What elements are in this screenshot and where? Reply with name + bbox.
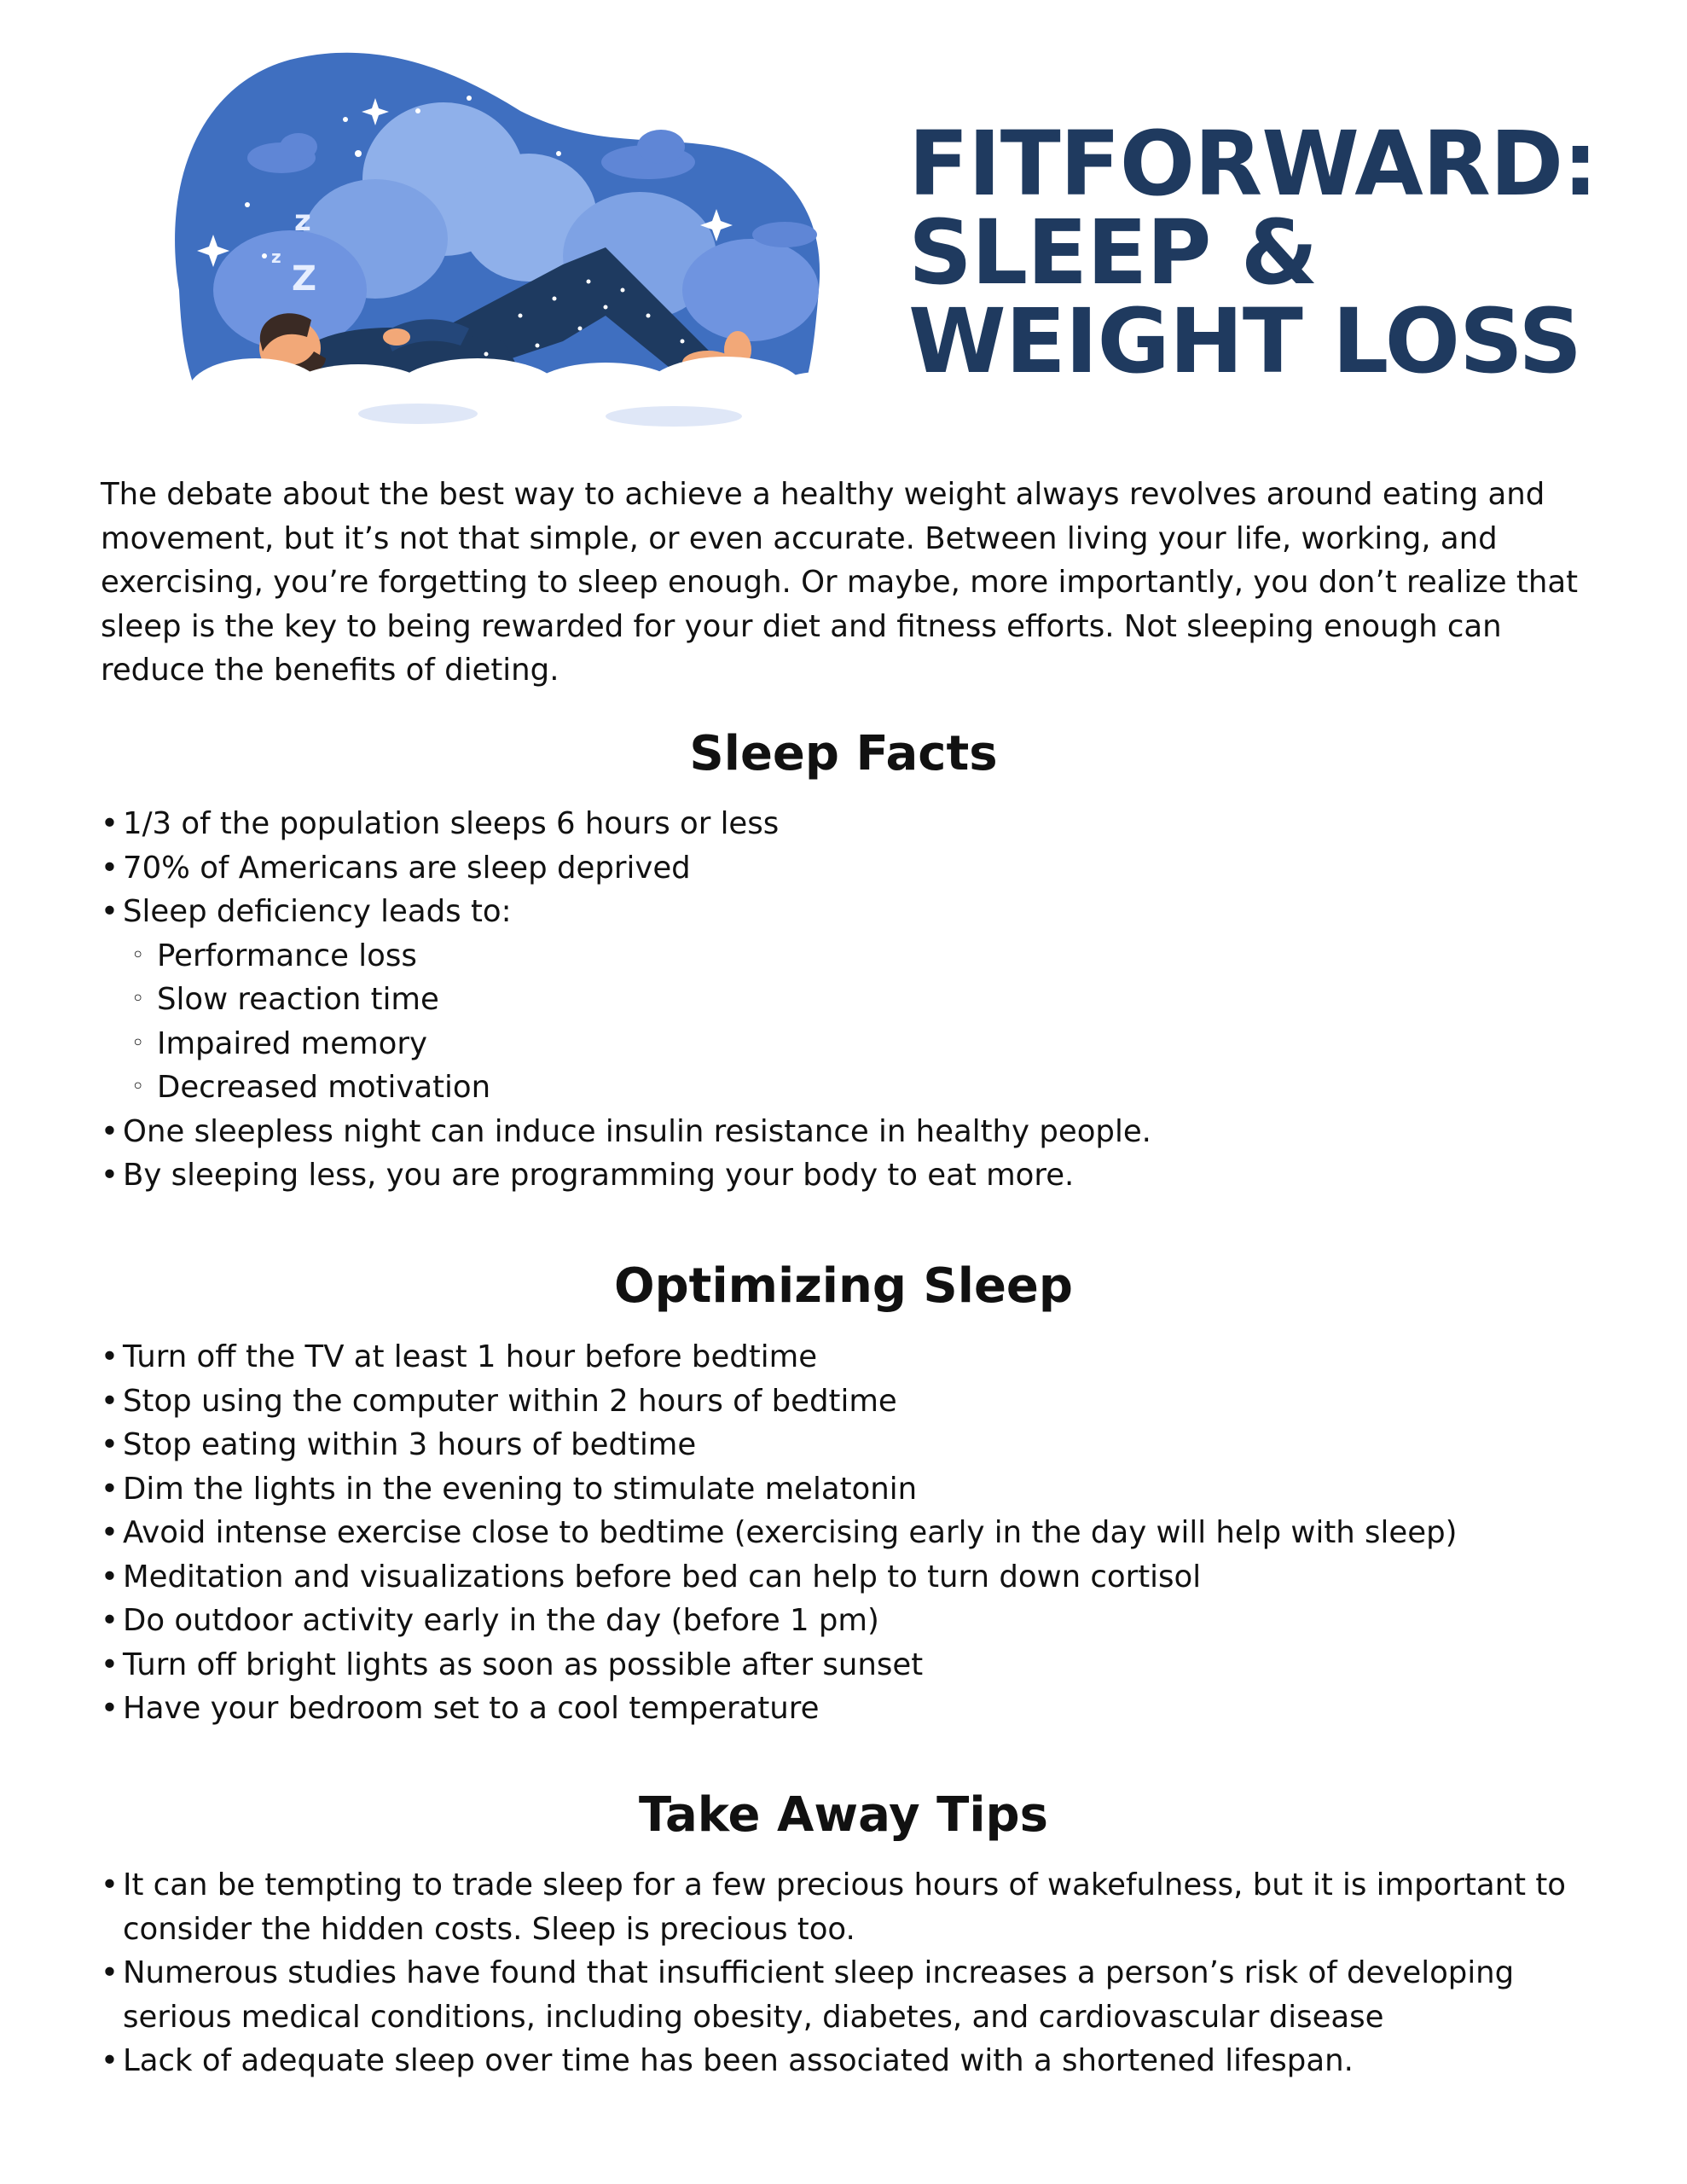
list-item: • Avoid intense exercise close to bedtime (exercising early in the day will help with sleep) — [101, 1511, 1619, 1555]
sleeping-man-illustration — [162, 34, 878, 435]
sleep-facts-heading: Sleep Facts — [689, 726, 998, 781]
list-item: • Do outdoor activity early in the day (before 1 pm) — [101, 1599, 1619, 1643]
sub-list-item: ◦ Performance loss — [101, 934, 1619, 979]
title-line-2: SLEEP & — [908, 200, 1318, 305]
svg-text:z: z — [271, 247, 281, 267]
list-item: • 1/3 of the population sleeps 6 hours or less — [101, 802, 1619, 846]
optimizing-sleep-heading: Optimizing Sleep — [613, 1258, 1073, 1314]
title-line-1: FITFORWARD: — [908, 112, 1597, 216]
page-title — [908, 112, 1659, 393]
list-item: • It can be tempting to trade sleep for a few precious hours of wakefulness, but it is important to consider the hidden costs. Sleep is precious too. — [101, 1863, 1610, 1951]
list-item: • Stop using the computer within 2 hours of bedtime — [101, 1380, 1619, 1424]
list-item: • Meditation and visualizations before bed can help to turn down cortisol — [101, 1555, 1619, 1600]
list-item: • One sleepless night can induce insulin resistance in healthy people. — [101, 1110, 1619, 1154]
svg-text:Z: Z — [292, 259, 317, 299]
list-item: • Turn off the TV at least 1 hour before bedtime — [101, 1335, 1619, 1380]
list-item: • Dim the lights in the evening to stimulate melatonin — [101, 1467, 1619, 1512]
list-item: • By sleeping less, you are programming your body to eat more. — [101, 1153, 1619, 1198]
take-away-tips-list — [101, 1863, 1610, 2083]
title-line-3: WEIGHT LOSS — [908, 289, 1582, 393]
sub-list-item: ◦ Decreased motivation — [101, 1066, 1619, 1110]
optimizing-sleep-list — [101, 1335, 1619, 1731]
sub-list-item: ◦ Slow reaction time — [101, 978, 1619, 1022]
list-item: • Stop eating within 3 hours of bedtime — [101, 1423, 1619, 1467]
svg-text:z: z — [294, 204, 311, 238]
sleep-facts-list — [101, 802, 1619, 1198]
list-item: • Turn off bright lights as soon as possible after sunset — [101, 1643, 1619, 1687]
list-item: • Have your bedroom set to a cool temperature — [101, 1687, 1619, 1731]
intro-paragraph: The debate about the best way to achieve a healthy weight always revolves around eating and movement, but it’s not that simple, or even accurate. Between living your life, working, and exercising, you’re forgetting to sleep enough. Or maybe, more importantly, you don’t realize that sleep is the key to being rewarded for your diet and fitness efforts. Not sleeping enough can reduce the benefits of dieting. — [101, 477, 1579, 688]
list-item: • Lack of adequate sleep over time has been associated with a shortened lifespan. — [101, 2039, 1610, 2083]
list-item: • Sleep deficiency leads to: — [101, 890, 1619, 934]
sub-list-item: ◦ Impaired memory — [101, 1022, 1619, 1066]
list-item: • 70% of Americans are sleep deprived — [101, 846, 1619, 891]
take-away-tips-heading: Take Away Tips — [639, 1787, 1048, 1843]
list-item: • Numerous studies have found that insufficient sleep increases a person’s risk of developing serious medical conditions, including obesity, diabetes, and cardiovascular disease — [101, 1951, 1610, 2039]
